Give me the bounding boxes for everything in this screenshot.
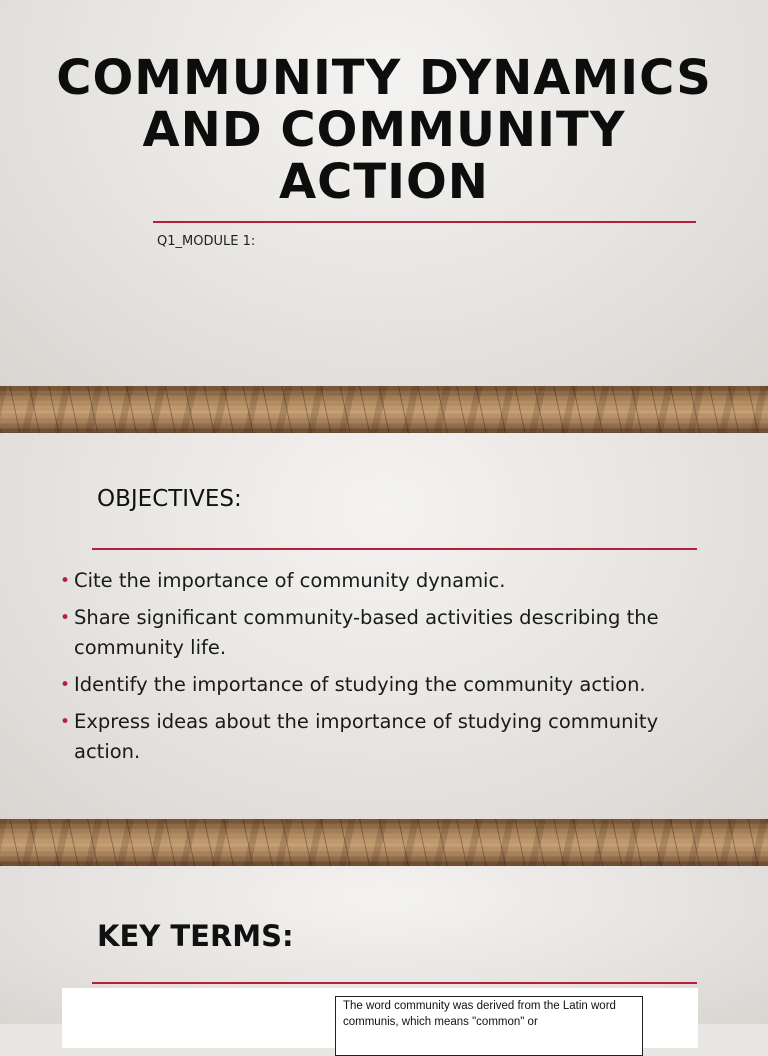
bullet-icon: • — [60, 675, 71, 695]
wood-floor-divider — [0, 386, 768, 433]
key-terms-divider — [92, 982, 697, 984]
slide-subtitle: Q1_MODULE 1: — [157, 234, 256, 249]
title-divider — [153, 221, 696, 223]
wood-floor-divider — [0, 819, 768, 866]
key-terms-heading: KEY TERMS: — [97, 919, 294, 953]
objective-item — [60, 603, 710, 663]
objective-text: Share significant community-based activities describing the community life. — [74, 606, 659, 659]
bullet-icon: • — [60, 571, 71, 591]
definition-text-box: The word community was derived from the Latin word communis, which means "common" or — [335, 996, 643, 1056]
key-terms-image — [62, 988, 698, 1048]
objectives-heading: OBJECTIVES: — [97, 486, 242, 512]
objective-item — [60, 670, 710, 700]
objective-text: Cite the importance of community dynamic. — [74, 569, 506, 592]
bullet-icon: • — [60, 712, 71, 732]
objectives-list — [60, 566, 710, 774]
objective-text: Identify the importance of studying the community action. — [74, 673, 646, 696]
bullet-icon: • — [60, 608, 71, 628]
slide-title — [0, 0, 768, 386]
objective-text: Express ideas about the importance of studying community action. — [74, 710, 659, 763]
slide-title-heading: COMMUNITY DYNAMICS AND COMMUNITY ACTION — [56, 50, 712, 210]
objective-item — [60, 566, 710, 596]
objectives-divider — [92, 548, 697, 550]
objective-item — [60, 707, 710, 767]
